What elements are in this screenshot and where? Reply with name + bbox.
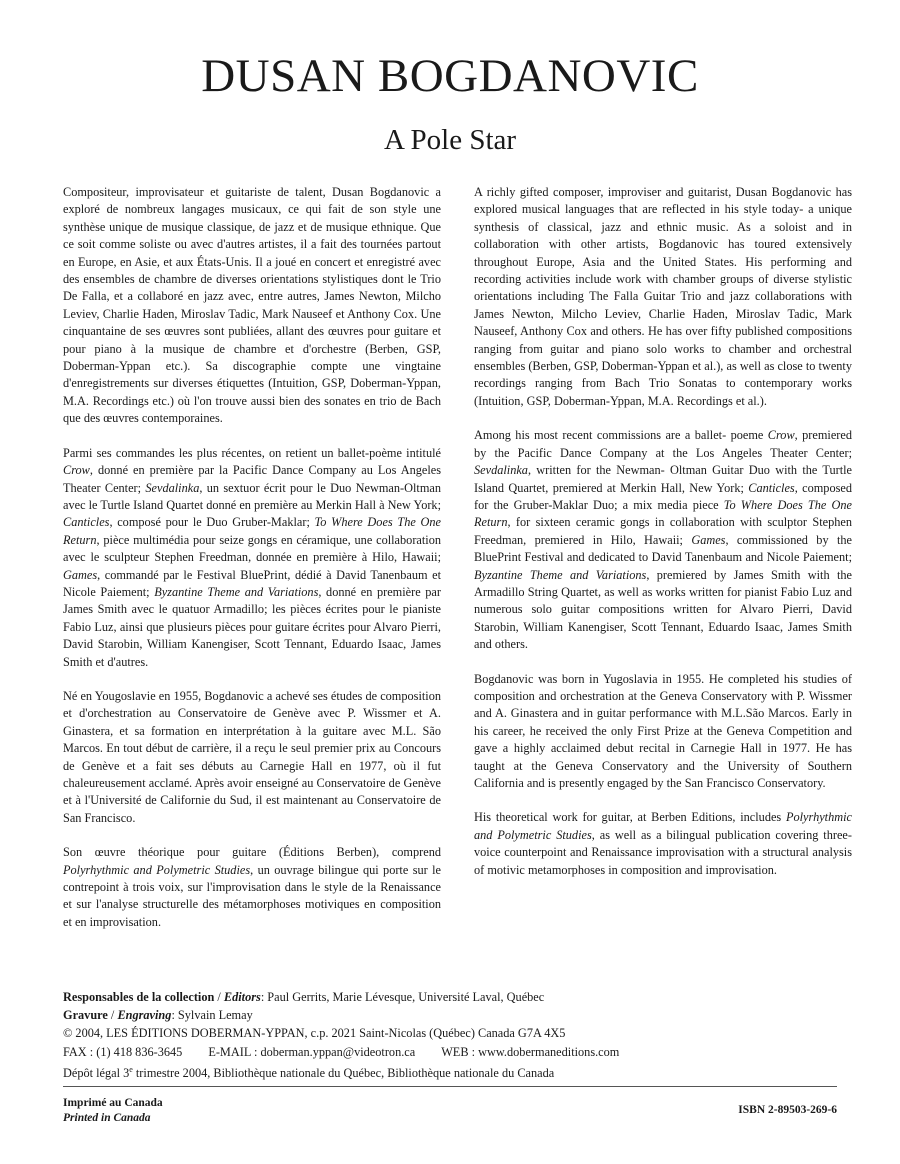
editors-label-fr: Responsables de la collection	[63, 990, 215, 1004]
publication-credits	[63, 988, 843, 1082]
footer-divider	[63, 1086, 837, 1087]
editors-value: : Paul Gerrits, Marie Lévesque, Université Laval, Québec	[260, 990, 545, 1004]
engraving-value: : Sylvain Lemay	[171, 1008, 253, 1023]
french-paragraph-education: Né en Yougoslavie en 1955, Bogdanovic a achevé ses études de composition et d'orchestration au Conservatoire de Genève avec P. Wissmer et A. Ginastera, et sa formation en interprétation à la guitare avec M.L. São Marcos. En tout début de carrière, il a reçu le seul premier prix au Concours de Genève et a fait ses débuts au Carnegie Hall en 1977, où il fut chaleureusement acclamé. Après avoir enseigné au Conservatoire de Genève et à l'Université de Californie du Sud, il est maintenant au Conservatoire de San Francisco.	[63, 688, 441, 825]
french-paragraph-bio: Compositeur, improvisateur et guitariste de talent, Dusan Bogdanovic a exploré de nombreux langages musicaux, ce qui fait de son style une synthèse unique de musique classique, de jazz et de musique ethnique. Que ce soit comme soliste ou avec d'autres artistes, il a fait des tournées partout en Europe, en Asie, et aux États-Unis. Il a joué en concert et enregistré avec des ensembles de chambre de diverses orientations stylistiques dont le Trio De Falla, et a collaboré en jazz avec, entre autres, James Newton, Milcho Leviev, Charlie Haden, Miroslav Tadic, Mark Nauseef et Anthony Cox. Une cinquantaine de ses œuvres sont publiées, allant des œuvres pour guitare et pour piano à la musique de chambre et d'orchestre (Berben, GSP, Doberman-Yppan etc.). Sa discographie compte une vingtaine d'enregistrements sur diverses étiquettes (Intuition, GSP, Doberman-Yppan, M.A. Recordings etc.) où l'on trouve aussi bien des sonates en trio de Bach que des œuvres contemporaines.	[63, 185, 441, 426]
label-separator: /	[107, 1008, 118, 1023]
printed-in-fr: Imprimé au Canada	[63, 1097, 163, 1109]
legal-deposit-suffix: trimestre 2004, Bibliothèque nationale du Québec, Bibliothèque nationale du Canada	[132, 1065, 555, 1080]
printed-in	[63, 1096, 163, 1126]
engraving-line	[63, 1006, 843, 1024]
legal-deposit-prefix: Dépôt légal 3	[63, 1065, 130, 1080]
english-paragraph-education: Bogdanovic was born in Yugoslavia in 1955. He completed his studies of composition and orchestration at the Geneva Conservatory with P. Wissmer and A. Ginastera and in guitar performance with M.L.São Marcos. Early in his career, he received the only First Prize at the Geneva Competition and gave a highly acclaimed debut recital in Carnegie Hall in 1977. He has taught at the Geneva Conservatory and the University of Southern California and is presently engaged by the San Francisco Conservatory.	[474, 671, 852, 790]
engraving-label-en: Engraving	[117, 1008, 172, 1023]
french-paragraph-theory: Son œuvre théorique pour guitare (Éditions Berben), comprend Polyrhythmic and Polymetric Studies, un ouvrage bilingue qui porte sur le contrepoint à trois voix, sur l'improvisation dans le style de la Renaissance et sur l'analyse structurelle des métamorphoses motiviques en composition et en improvisation.	[63, 845, 441, 929]
email-link[interactable]: E-MAIL : doberman.yppan@videotron.ca	[208, 1044, 416, 1059]
english-paragraph-bio: A richly gifted composer, improviser and guitarist, Dusan Bogdanovic has explored musical languages that are reflected in his style today- a unique synthesis of classical, jazz and ethnic music. As a soloist and in collaboration with other artists, Bogdanovic has toured extensively throughout Europe, Asia and the United States. His performing and recording activities include work with chamber groups of diverse stylistic orientations including The Falla Guitar Trio and jazz collaborations with James Newton, Milcho Leviev, Charlie Haden, Miroslav Tadic, Mark Nauseef, Anthony Cox and others. He has over fifty published compositions ranging from guitar and piano solo works to chamber and orchestral ensembles (Berben, GSP, Doberman-Yppan et al.), as well as close to twenty recordings ranging from Bach Trio Sonatas to contemporary works (Intuition, GSP, Doberman-Yppan, M.A. Recordings et al.).	[474, 185, 852, 408]
legal-deposit-superscript: e	[129, 1064, 133, 1074]
page-subtitle: A Pole Star	[383, 124, 517, 156]
engraving-label-fr: Gravure	[63, 1008, 108, 1023]
label-separator: /	[214, 990, 224, 1004]
page-title: DUSAN BOGDANOVIC	[201, 50, 699, 102]
legal-deposit-line	[63, 1061, 843, 1082]
contact-line	[63, 1043, 843, 1061]
english-paragraph-commissions: Among his most recent commissions are a ballet- poeme Crow, premiered by the Pacific Dance Company at the Los Angeles Theater Center; Sevdalinka, written for the Newman- Oltman Guitar Duo with the Turtle Island Quartet, premiered at Merkin Hall, New York; Canticles, composed for the Gruber-Maklar Duo; a mix media piece To Where Does The One Return, for sixteen ceramic gongs in collaboration with sculptor Stephen Freedman, premiered in Hilo, Hawaii; Games, commissioned by the BluePrint Festival and dedicated to David Tanenbaum and Nicole Paiement; Byzantine Theme and Variations, premiered by James Smith with the Armadillo String Quartet, as well as works written for pianist Fabio Luz and numerous solo guitar compositions written for Alvaro Pierri, David Starobin, William Kanengiser, Scott Tennant, Eduardo Isaac, James Smith and others.	[474, 428, 852, 652]
english-paragraph-theory: His theoretical work for guitar, at Berben Editions, includes Polyrhythmic and Polymetric Studies, as well as a bilingual publication covering three- voice counterpoint and Renaissance improvisation with a structural analysis of motivic metamorphoses in composition and improvisation.	[474, 810, 852, 877]
copyright-line: © 2004, LES ÉDITIONS DOBERMAN-YPPAN, c.p. 2021 Saint-Nicolas (Québec) Canada G7A 4X5	[63, 1026, 566, 1041]
editors-label-en: Editors	[223, 990, 261, 1004]
english-column	[474, 184, 852, 896]
french-paragraph-commissions: Parmi ses commandes les plus récentes, on retient un ballet-poème intitulé Crow, donné en première par la Pacific Dance Company au Los Angeles Theater Center; Sevdalinka, un sextuor écrit pour le Duo Newman-Oltman avec le Turtle Island Quartet donné en première au Merkin Hall à New York; Canticles, composé pour le Duo Gruber-Maklar; To Where Does The One Return, pièce multimédia pour seize gongs en céramique, une collaboration avec le sculpteur Stephen Freedman, donnée en première à Hilo, Hawaii; Games, commandé par le Festival BluePrint, dédié à David Tanenbaum et Nicole Paiement; Byzantine Theme and Variations, donné en première par James Smith avec le quatuor Armadillo; les pièces écrites pour le pianiste Fabio Luz, ainsi que plusieurs pièces pour guitare écrites pour Alvaro Pierri, David Starobin, William Kanengiser, Scott Tennant, Eduardo Isaac, James Smith et d'autres.	[63, 445, 441, 669]
isbn-number: ISBN 2-89503-269-6	[738, 1104, 837, 1116]
web-link[interactable]: WEB : www.dobermaneditions.com	[441, 1044, 620, 1059]
french-column	[63, 184, 441, 948]
fax-number: FAX : (1) 418 836-3645	[63, 1044, 183, 1059]
editors-line	[63, 988, 843, 1006]
printed-in-en: Printed in Canada	[63, 1112, 151, 1124]
